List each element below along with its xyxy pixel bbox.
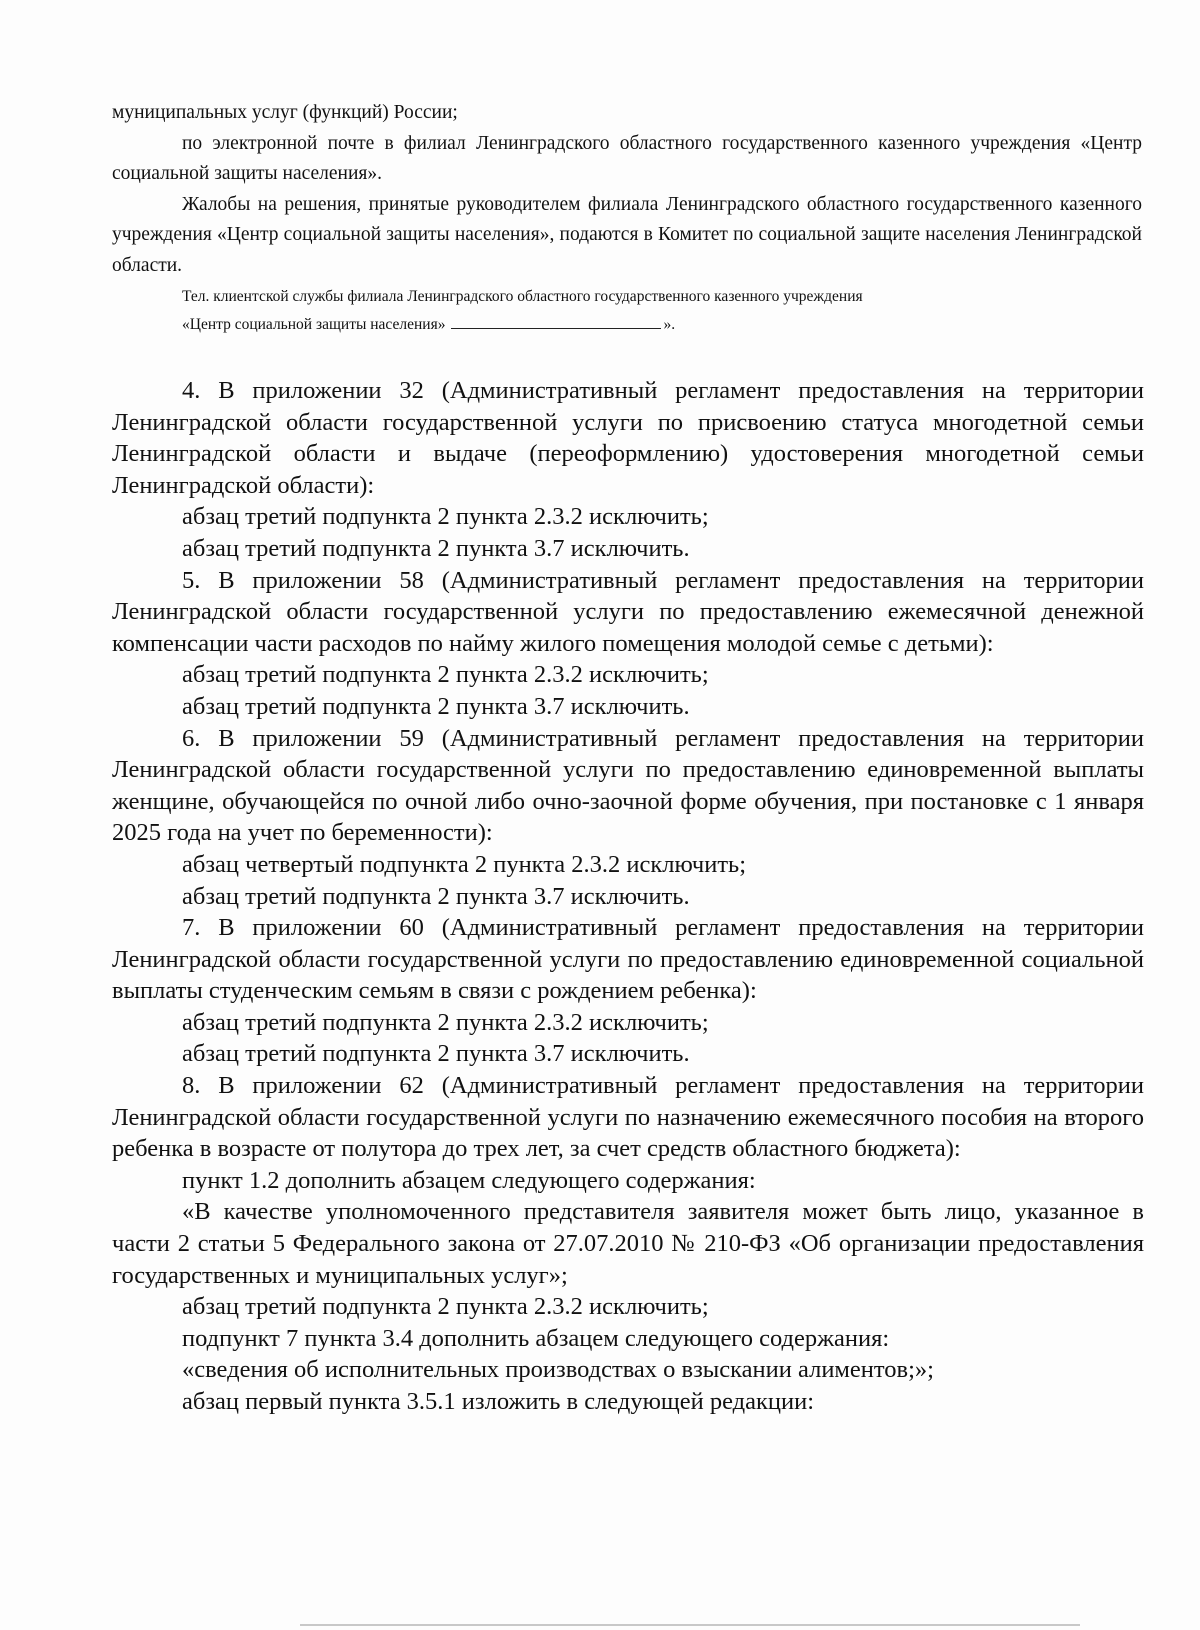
paragraph: 7. В приложении 60 (Административный регламент предоставления на территории Ленинградской области государственной услуги по предоставлению единовременной социальной выплаты студенческим семьям в связи с рождением ребенка):	[112, 914, 1144, 1005]
tel-line-2-prefix: «Центр социальной защиты населения»	[182, 316, 446, 333]
paragraph: 4. В приложении 32 (Административный регламент предоставления на территории Ленинградской области государственной услуги по присвоению статуса многодетной семьи Ленинградской области и выдаче (переоформлению) удостоверения многодетной семьи Ленинградской области):	[112, 377, 1144, 499]
top-text-block	[112, 98, 1142, 281]
paragraph: муниципальных услуг (функций) России;	[112, 102, 458, 123]
tel-line-2-suffix: ».	[663, 316, 676, 333]
paragraph: абзац третий подпункта 2 пункта 2.3.2 исключить;	[182, 1008, 709, 1036]
paragraph: абзац третий подпункта 2 пункта 2.3.2 исключить;	[182, 503, 709, 531]
paragraph: 5. В приложении 58 (Административный регламент предоставления на территории Ленинградской области государственной услуги по предоставлению ежемесячной денежной компенсации части расходов по найму жилого помещения молодой семье с детьми):	[112, 566, 1144, 657]
paragraph: 6. В приложении 59 (Административный регламент предоставления на территории Ленинградской области государственной услуги по предоставлению единовременной выплаты женщине, обучающейся по очной либо очно-заочной форме обучения, при постановке с 1 января 2025 года на учет по беременности):	[112, 724, 1144, 847]
paragraph: подпункт 7 пункта 3.4 дополнить абзацем следующего содержания:	[182, 1324, 890, 1352]
paragraph: абзац третий подпункта 2 пункта 2.3.2 исключить;	[182, 661, 709, 689]
paragraph: абзац третий подпункта 2 пункта 2.3.2 исключить;	[182, 1293, 709, 1321]
paragraph: абзац первый пункта 3.5.1 изложить в следующей редакции:	[182, 1388, 815, 1415]
scan-edge-line	[300, 1624, 1080, 1626]
paragraph: «сведения об исполнительных производствах о взыскании алиментов;»;	[182, 1356, 934, 1384]
paragraph: по электронной почте в филиал Ленинградского областного государственного казенного учреждения «Центр социальной защиты населения».	[112, 132, 1142, 184]
paragraph: абзац третий подпункта 2 пункта 3.7 исключить.	[182, 692, 690, 720]
tel-line-2	[182, 311, 1142, 339]
main-text-block	[112, 375, 1144, 1418]
paragraph: Жалобы на решения, принятые руководителем филиала Ленинградского областного государственного казенного учреждения «Центр социальной защиты населения», подаются в Комитет по социальной защите населения Ленинградской области.	[112, 193, 1142, 276]
paragraph: 8. В приложении 62 (Административный регламент предоставления на территории Ленинградской области государственной услуги по назначению ежемесячного пособия на второго ребенка в возрасте от полутора до трех лет, за счет средств областного бюджета):	[112, 1072, 1144, 1163]
phone-blank-field	[451, 314, 661, 329]
tel-line-1: Тел. клиентской службы филиала Ленинградского областного государственного казенного учреждения	[182, 288, 863, 305]
paragraph: пункт 1.2 дополнить абзацем следующего содержания:	[182, 1166, 756, 1194]
paragraph: абзац четвертый подпункта 2 пункта 2.3.2 исключить;	[182, 850, 747, 878]
paragraph: абзац третий подпункта 2 пункта 3.7 исключить.	[182, 534, 690, 562]
paragraph: абзац третий подпункта 2 пункта 3.7 исключить.	[182, 882, 690, 910]
tel-block	[182, 283, 1142, 339]
paragraph: абзац третий подпункта 2 пункта 3.7 исключить.	[182, 1040, 690, 1068]
paragraph: «В качестве уполномоченного представителя заявителя может быть лицо, указанное в части 2 статьи 5 Федерального закона от 27.07.2010 № 210-ФЗ «Об организации предоставления государственных и муниципальных услуг»;	[112, 1198, 1144, 1289]
